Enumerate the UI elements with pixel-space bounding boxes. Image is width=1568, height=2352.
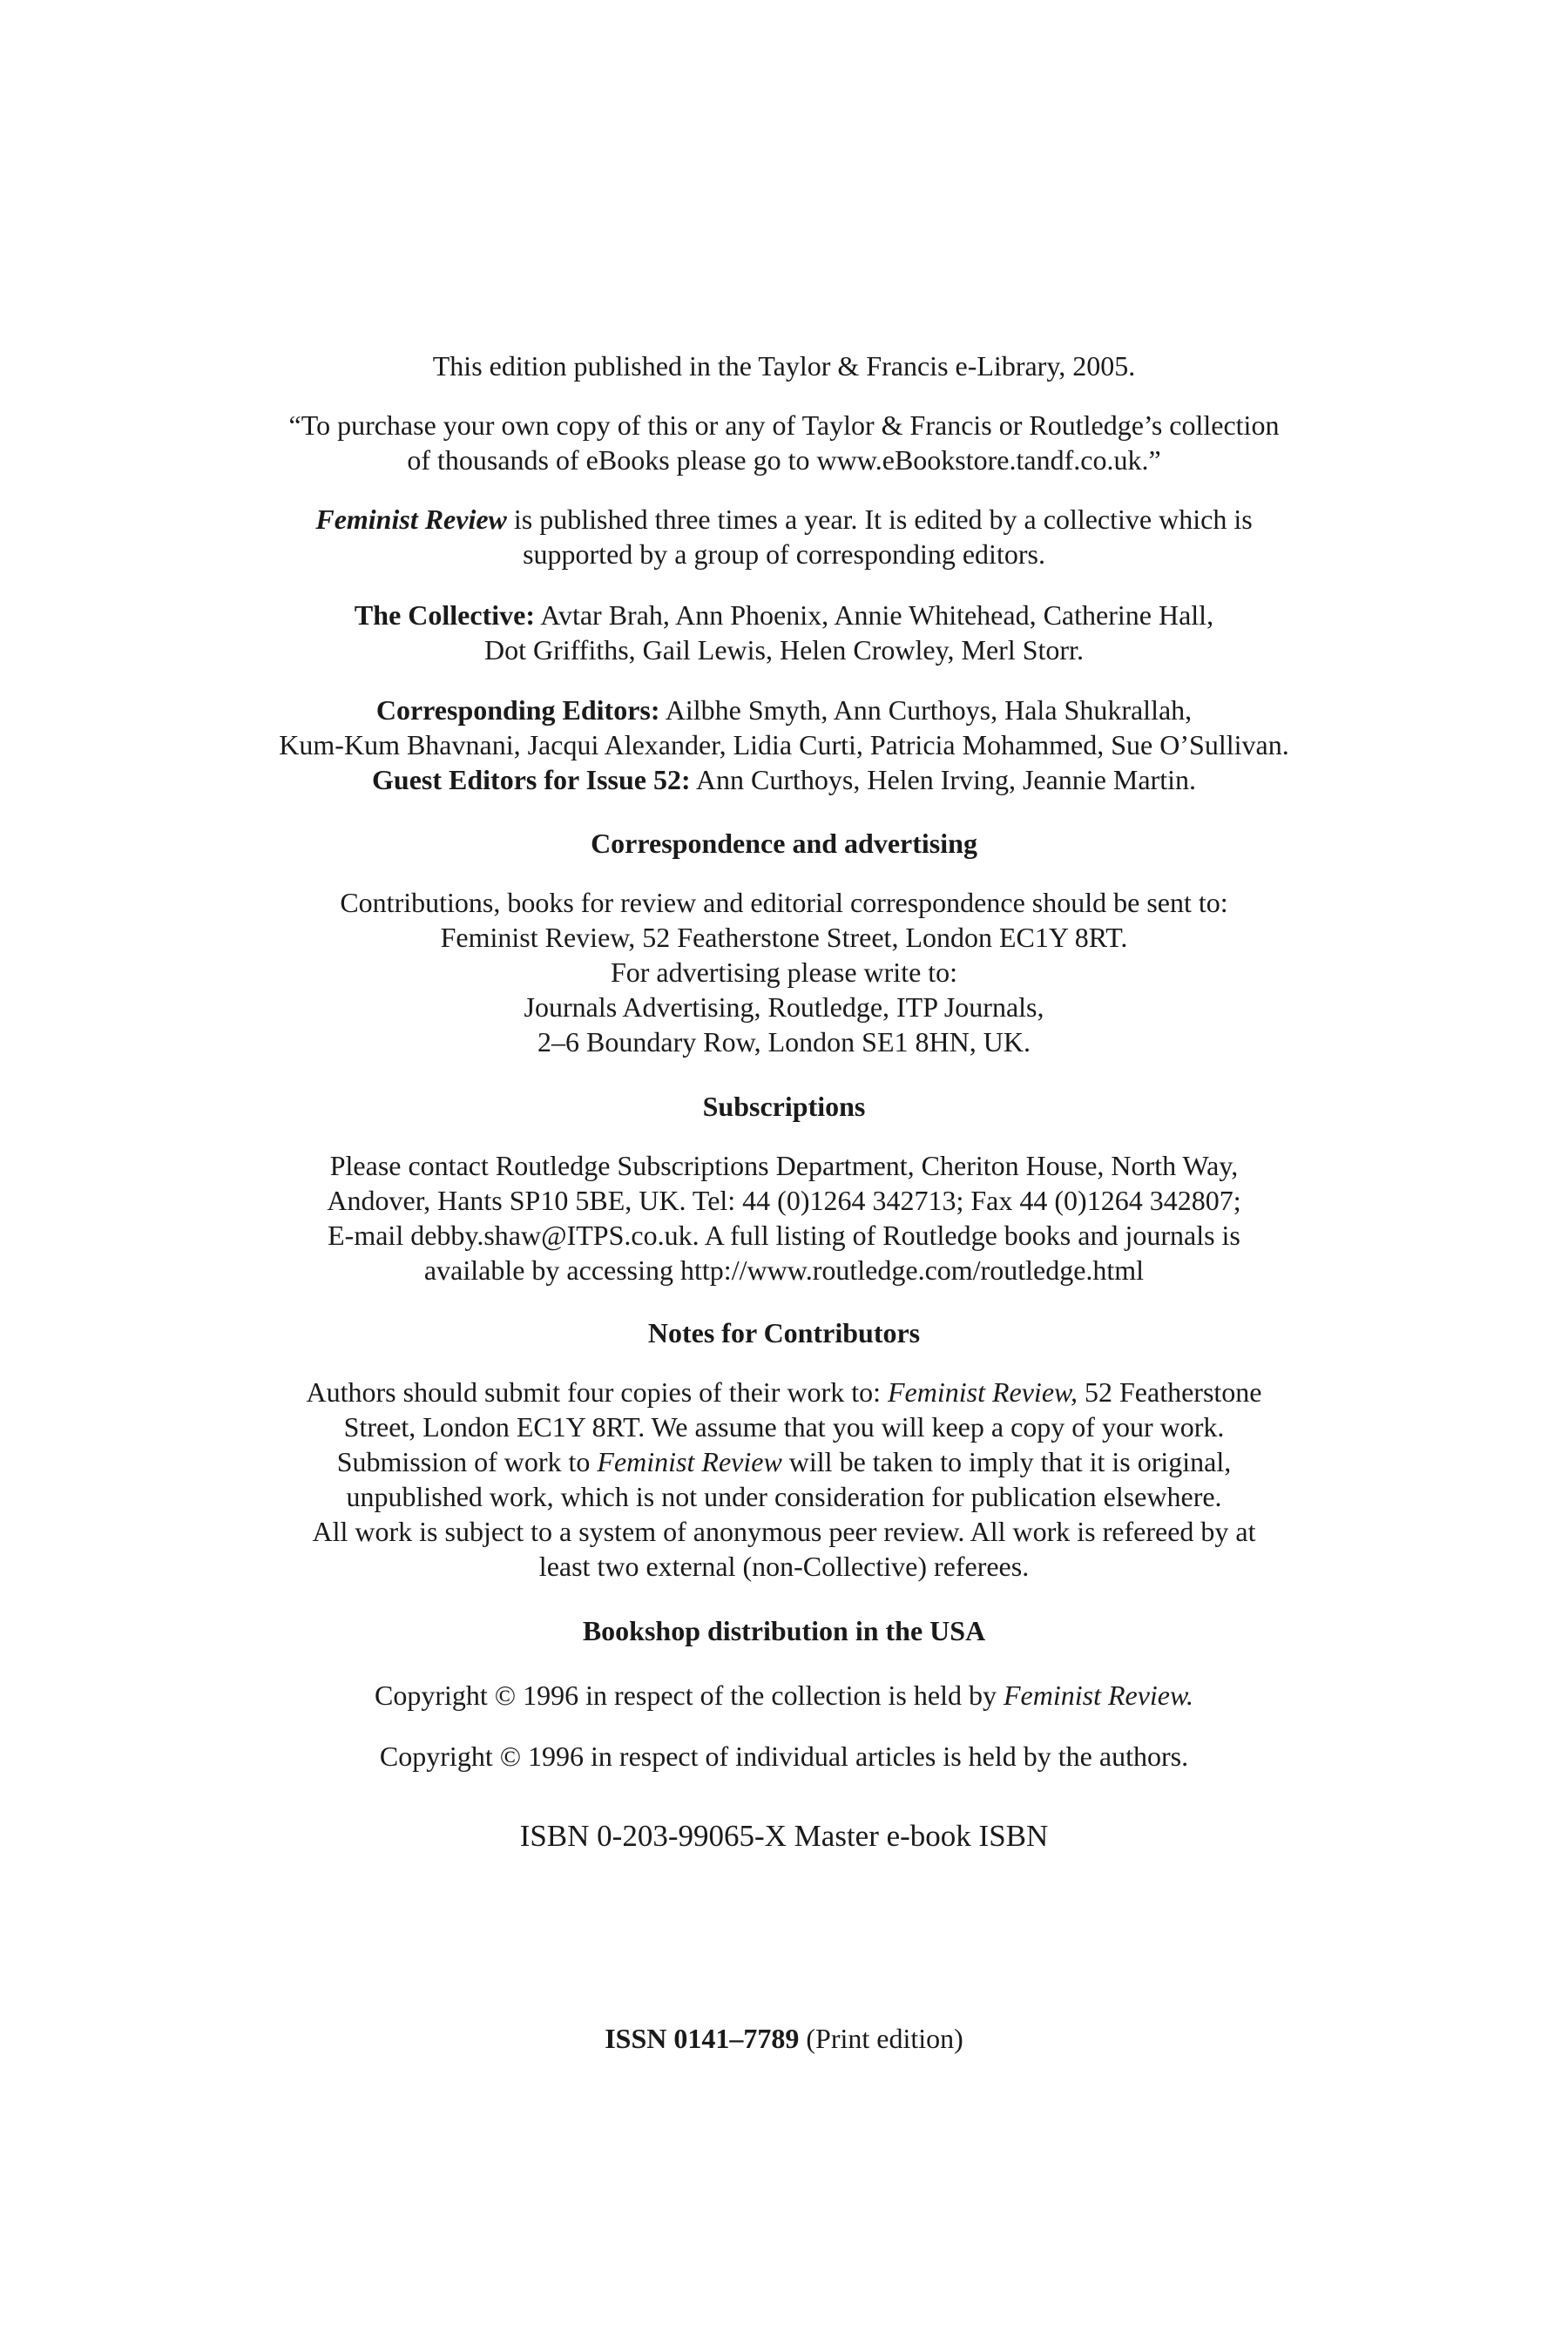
purchase-note: “To purchase your own copy of this or any of Taylor & Francis or Routledge’s collection of thousands of eBooks please go to www.eBookstore.tandf.co.uk.”	[288, 409, 1280, 476]
isbn: ISBN 0-203-99065-X Master e-book ISBN	[519, 1819, 1049, 1853]
corresponding-editors: Corresponding Editors: Ailbhe Smyth, Ann Curthoys, Hala Shukrallah, Kum-Kum Bhavnani, Jacqui Alexander, Lidia Curti, Patricia Mohammed, Sue O’Sullivan. Guest Editors for Issue 52: Ann Curthoys, Helen Irving, Jeannie Martin.	[157, 693, 1411, 797]
issn-label: ISSN 0141–7789	[605, 2023, 800, 2054]
corresponding-editors-label: Corresponding Editors:	[375, 694, 660, 726]
bookshop-heading: Bookshop distribution in the USA	[582, 1615, 986, 1646]
collective-label: The Collective:	[354, 599, 535, 631]
contributors-heading: Notes for Contributors	[647, 1317, 921, 1348]
publication-info: Feminist Review is published three times a year. It is edited by a collective which is supported by a group of corresponding editors.	[315, 504, 1253, 570]
collective-members: The Collective: Avtar Brah, Ann Phoenix, Annie Whitehead, Catherine Hall, Dot Griffiths, Gail Lewis, Helen Crowley, Merl Storr.	[354, 599, 1214, 666]
contributors-notes: Authors should submit four copies of their work to: Feminist Review, 52 Featherstone Street, London EC1Y 8RT. We assume that you will keep a copy of your work. Submission of work to Feminist Review will be taken to imply that it is original, unpublished work, which is not under consideration for publication elsewhere. All work is subject to a system of anonymous peer review. All work is refereed by at least two external (non-Collective) referees.	[306, 1376, 1262, 1582]
correspondence-details: Contributions, books for review and editorial correspondence should be sent to: Feminist Review, 52 Featherstone Street, London EC1Y 8RT. For advertising please write to: Journals Advertising, Routledge, ITP Journals, 2–6 Boundary Row, London SE1 8HN, UK.	[340, 887, 1228, 1058]
edition-note: This edition published in the Taylor & Francis e-Library, 2005.	[432, 350, 1136, 382]
correspondence-heading: Correspondence and advertising	[591, 828, 977, 859]
issn: ISSN 0141–7789 (Print edition)	[605, 2023, 963, 2054]
subscriptions-heading: Subscriptions	[702, 1091, 866, 1122]
subscriptions-details: Please contact Routledge Subscriptions Department, Cheriton House, North Way, Andover, Hants SP10 5BE, UK. Tel: 44 (0)1264 342713; Fax 44 (0)1264 342807; E-mail debby.shaw@ITPS.co.uk. A full listing of Routledge books and journals is available by accessing http://www.routledge.com/routledge.html	[327, 1150, 1241, 1286]
journal-title: Feminist Review	[315, 504, 507, 535]
copyright-collection: Copyright © 1996 in respect of the collection is held by Feminist Review.	[375, 1680, 1193, 1711]
guest-editors-label: Guest Editors for Issue 52:	[372, 764, 691, 795]
copyright-articles: Copyright © 1996 in respect of individual articles is held by the authors.	[379, 1740, 1189, 1772]
guest-editors: Guest Editors for Issue 52: Ann Curthoys, Helen Irving, Jeannie Martin.	[372, 764, 1196, 795]
